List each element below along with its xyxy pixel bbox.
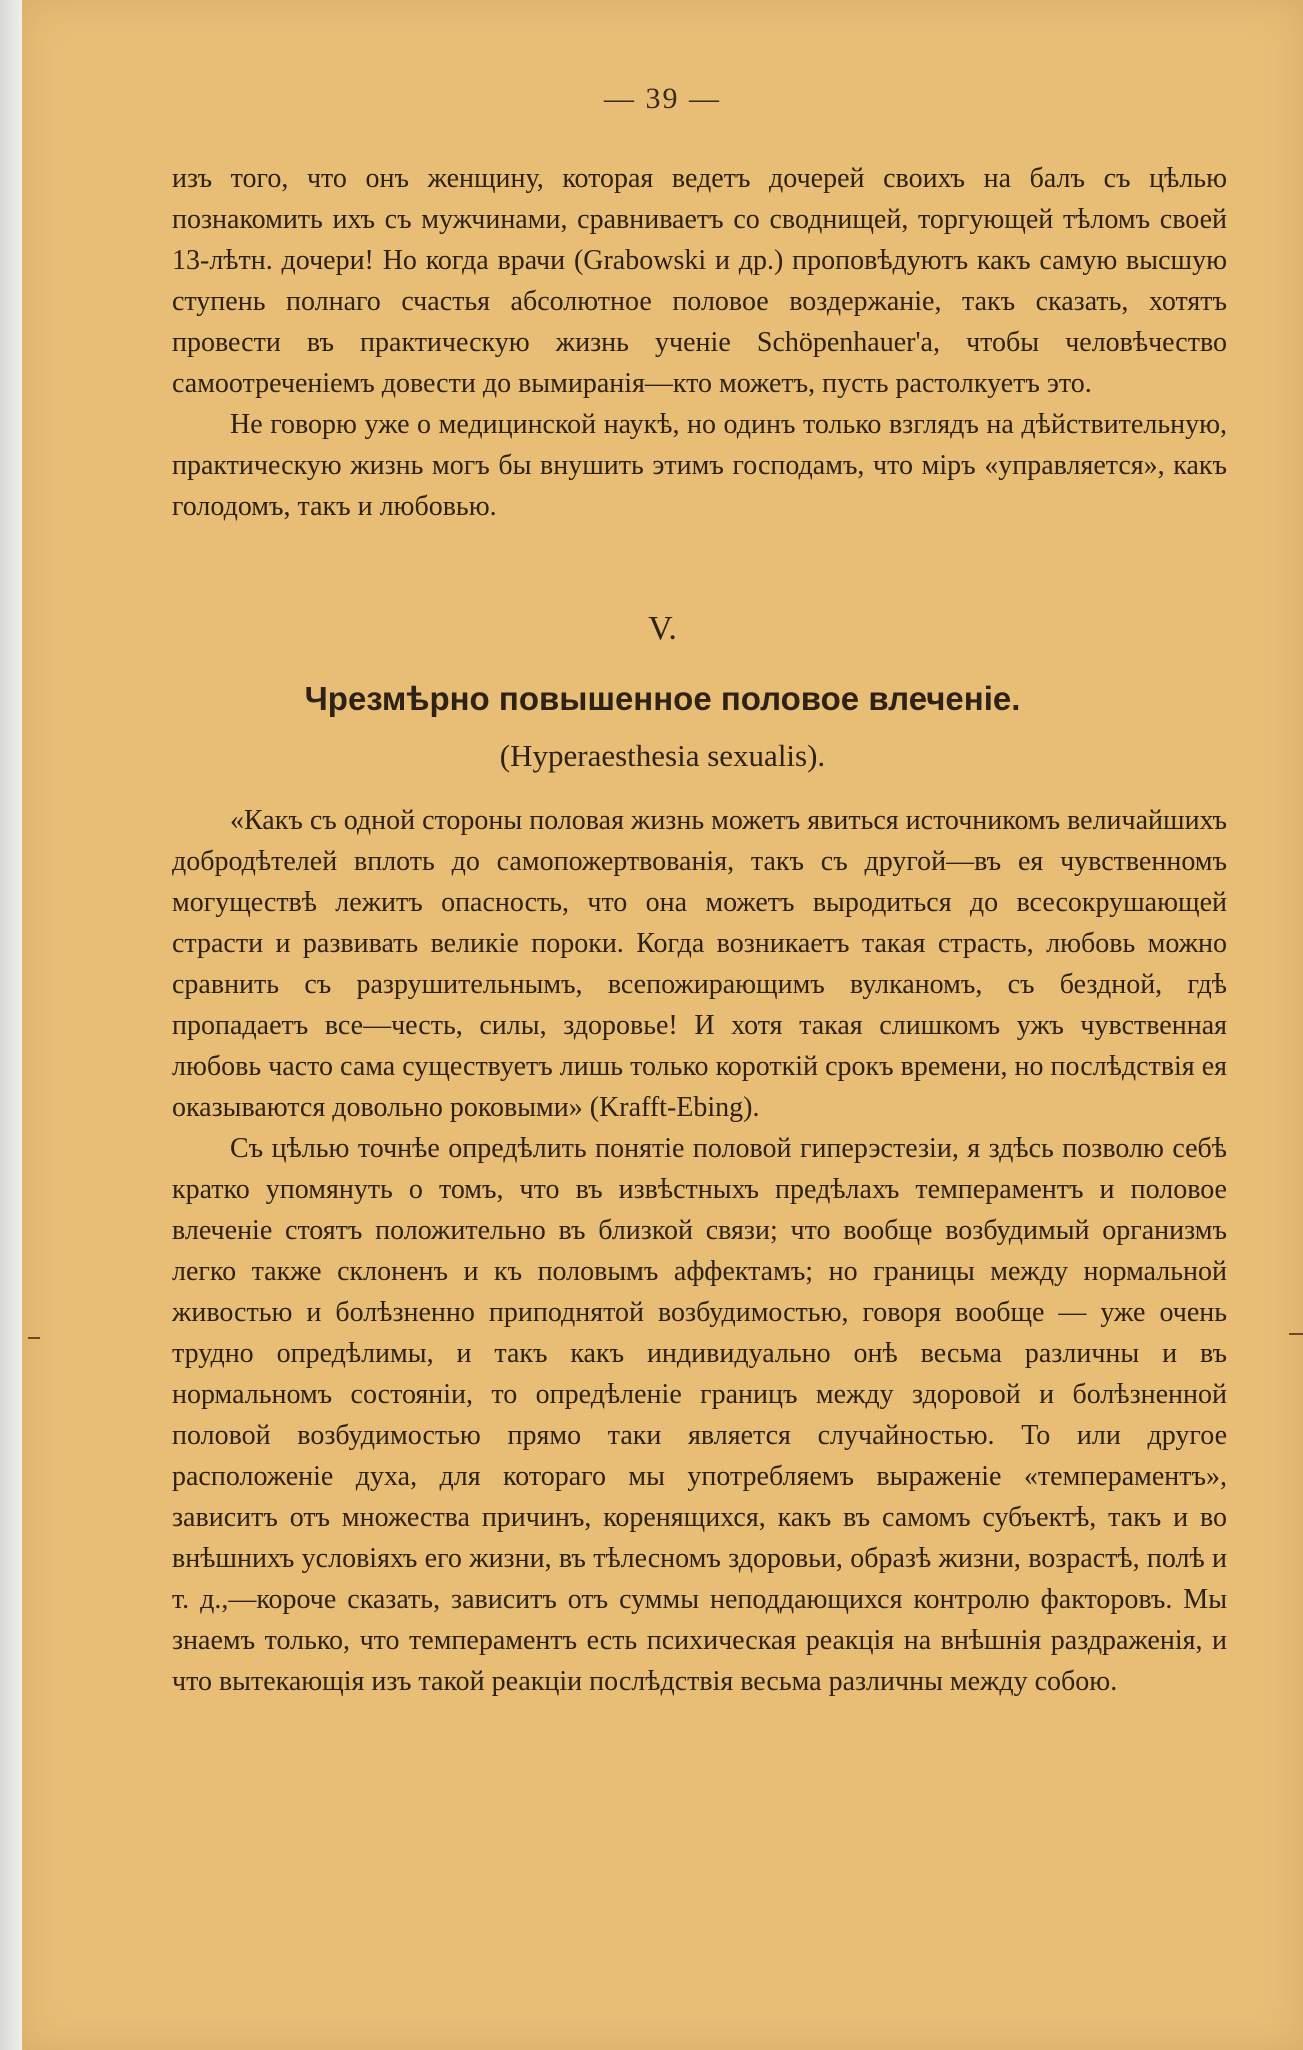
margin-mark-right bbox=[1289, 1333, 1303, 1335]
section-title: Чрезмѣрно повышенное половое влеченіе. bbox=[304, 680, 1021, 717]
margin-mark-left bbox=[28, 1337, 40, 1339]
section-number: V. bbox=[648, 610, 677, 647]
section-body bbox=[172, 800, 1227, 1702]
scan-left-margin bbox=[0, 0, 22, 2050]
top-text-block bbox=[172, 158, 1227, 527]
paragraph-medicine: Не говорю уже о медицинской наукѣ, но одинъ только взглядъ на дѣйствительную, практическую жизнь могъ бы внушить этимъ господамъ, что міръ «управляется», какъ голодомъ, такъ и любовью. bbox=[172, 409, 1227, 522]
paragraph-temperament: Съ цѣлью точнѣе опредѣлить понятіе половой гиперэстезіи, я здѣсь позволю себѣ кратко упомянуть о томъ, что въ извѣстныхъ предѣлахъ темпераментъ и половое влеченіе стоятъ положительно въ близкой связи; что вообще возбудимый организмъ легко также склоненъ и къ половымъ аффектамъ; но границы между нормальной живостью и болѣзненно приподнятой возбудимостью, говоря вообще — уже очень трудно опредѣлимы, и такъ какъ индивидуально онѣ весьма различны и въ нормальномъ состояніи, то опредѣленіе границъ между здоровой и болѣзненной половой возбудимостью прямо таки является случайностью. То или другое расположеніе духа, для котораго мы употребляемъ выраженіе «темпераментъ», зависитъ отъ множества причинъ, коренящихся, какъ въ самомъ субъектѣ, такъ и во внѣшнихъ условіяхъ его жизни, въ тѣлесномъ здоровьи, образѣ жизни, возрастѣ, полѣ и т. д.,—короче сказать, зависитъ отъ суммы неподдающихся контролю факторовъ. Мы знаемъ только, что темпераментъ есть психическая реакція на внѣшнія раздраженія, и что вытекающія изъ такой реакціи послѣдствія весьма различны между собою. bbox=[172, 1133, 1227, 1697]
paragraph-quote-krafft-ebing: «Какъ съ одной стороны половая жизнь можетъ явиться источникомъ величайшихъ добродѣтелей вплоть до самопожертвованія, такъ съ другой—въ ея чувственномъ могуществѣ лежитъ опасность, что она можетъ выродиться до всесокрушающей страсти и развивать великіе пороки. Когда возникаетъ такая страсть, любовь можно сравнить съ разрушительнымъ, всепожирающимъ вулканомъ, съ бездной, гдѣ пропадаетъ все—честь, силы, здоровье! И хотя такая слишкомъ ужъ чувственная любовь часто сама существуетъ лишь только короткій срокъ времени, но послѣдствія ея оказываются довольно роковыми» (Krafft-Ebing). bbox=[172, 805, 1227, 1123]
section-subtitle: (Hyperaesthesia sexualis). bbox=[499, 738, 826, 773]
page-number: — 39 — bbox=[604, 82, 721, 115]
paragraph-continuation: изъ того, что онъ женщину, которая ведетъ дочерей своихъ на балъ съ цѣлью познакомить ихъ съ мужчинами, сравниваетъ со своднищей, торгующей тѣломъ своей 13-лѣтн. дочери! Но когда врачи (Grabowski и др.) проповѣдуютъ какъ самую высшую ступень полнаго счастья абсолютное половое воздержаніе, такъ сказать, хотятъ провести въ практическую жизнь ученіе Schöpenhauer'а, чтобы человѣчество самоотреченіемъ довести до вымиранія—кто можетъ, пусть растолкуетъ это. bbox=[172, 163, 1227, 399]
book-page bbox=[22, 0, 1303, 2050]
